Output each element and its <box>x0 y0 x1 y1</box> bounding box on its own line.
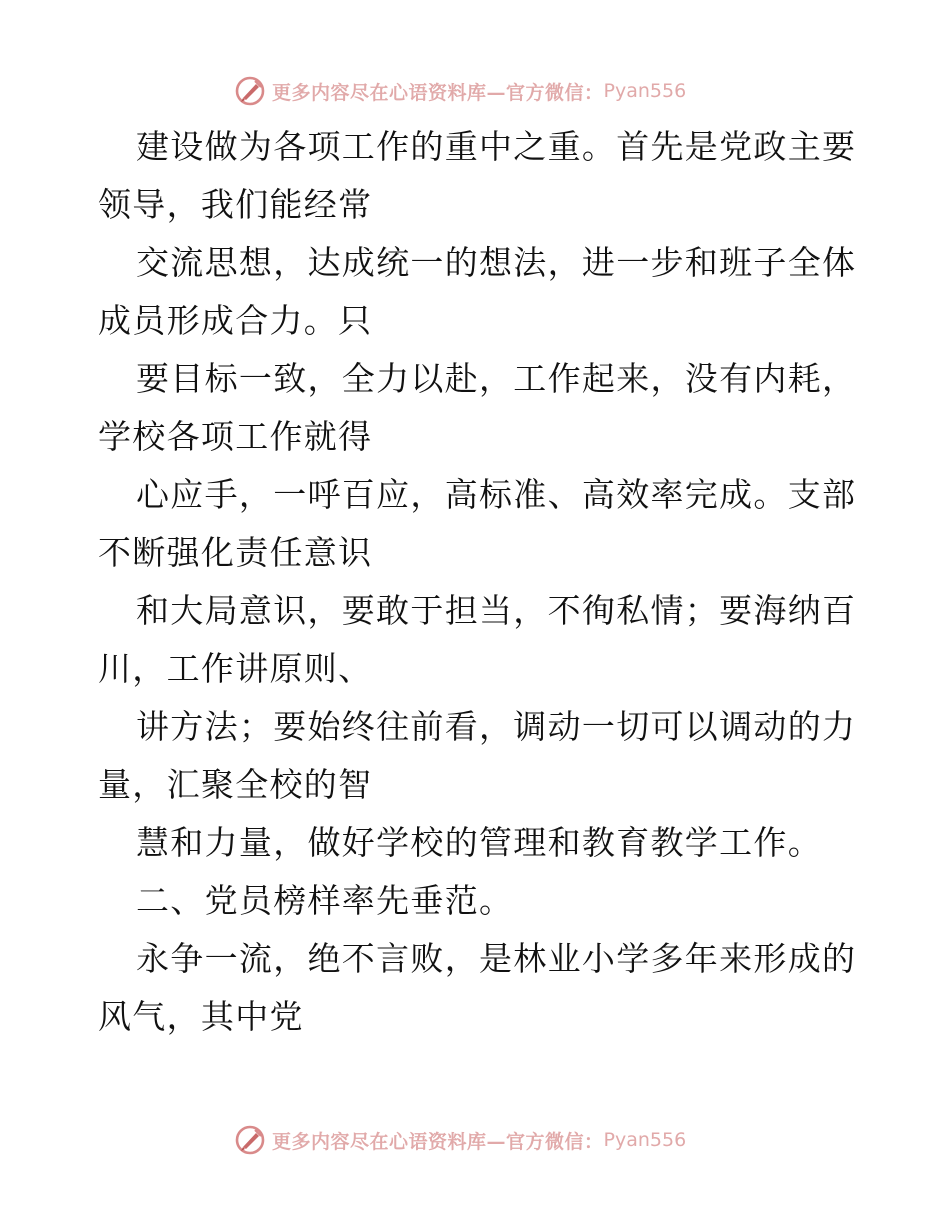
footer-banner-contact: Pyan556 <box>603 1129 687 1151</box>
footer-banner <box>234 1122 686 1158</box>
text-line: 心应手，一呼百应，高标准、高效率完成。支部 <box>136 475 857 514</box>
section-heading: 二、党员榜样率先垂范。 <box>136 881 514 920</box>
text-line: 量，汇聚全校的智 <box>98 765 373 804</box>
footer-banner-text: 更多内容尽在心语资料库—官方微信： <box>272 1130 604 1153</box>
text-line: 学校各项工作就得 <box>98 417 373 456</box>
text-line: 风气，其中党 <box>98 997 304 1036</box>
text-line: 要目标一致，全力以赴，工作起来，没有内耗， <box>136 359 857 398</box>
text-line: 和大局意识，要敢于担当，不徇私情；要海纳百 <box>136 591 857 630</box>
text-line: 不断强化责任意识 <box>98 533 373 572</box>
header-banner-text: 更多内容尽在心语资料库—官方微信： <box>272 81 604 104</box>
body-text <box>98 118 858 1046</box>
quill-pen-logo-icon <box>234 1124 266 1156</box>
header-banner <box>234 73 686 109</box>
quill-pen-logo-icon <box>234 75 266 107</box>
text-line: 川，工作讲原则、 <box>98 649 373 688</box>
text-line: 永争一流，绝不言败，是林业小学多年来形成的 <box>136 939 857 978</box>
text-line: 建设做为各项工作的重中之重。首先是党政主要 <box>136 127 857 166</box>
header-banner-contact: Pyan556 <box>603 80 687 102</box>
text-line: 讲方法；要始终往前看，调动一切可以调动的力 <box>136 707 857 746</box>
text-line: 慧和力量，做好学校的管理和教育教学工作。 <box>136 823 822 862</box>
text-line: 成员形成合力。只 <box>98 301 373 340</box>
text-line: 领导，我们能经常 <box>98 185 373 224</box>
text-line: 交流思想，达成统一的想法，进一步和班子全体 <box>136 243 857 282</box>
